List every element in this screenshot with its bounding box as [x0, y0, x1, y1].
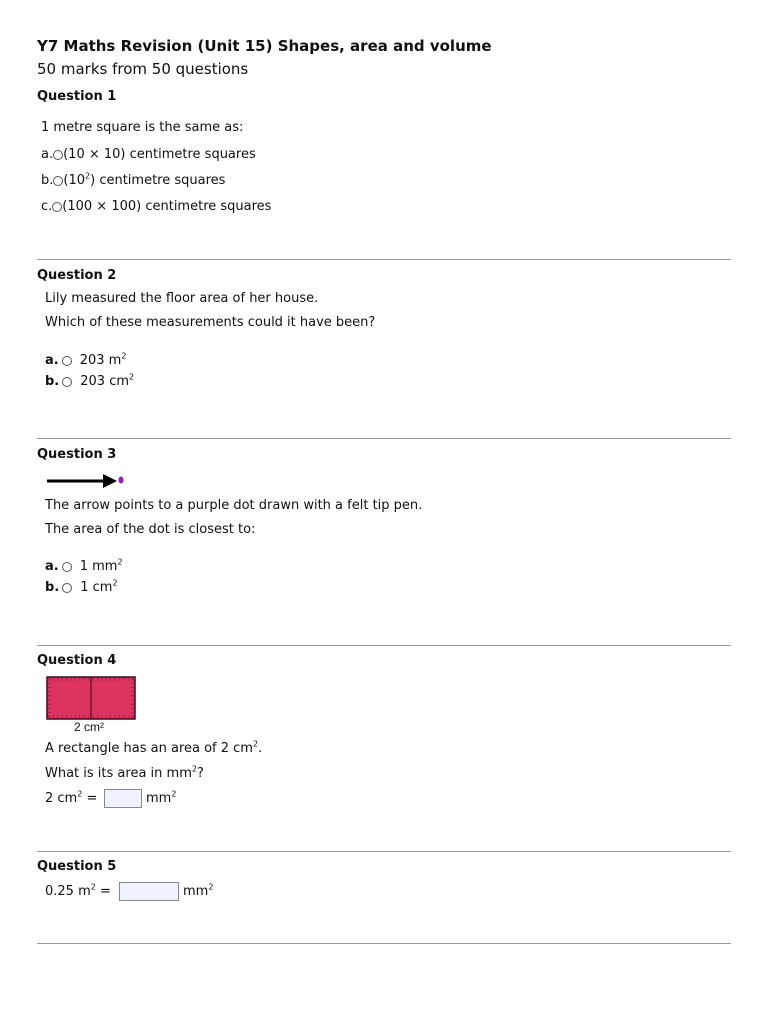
- divider: [37, 438, 731, 439]
- divider: [37, 943, 731, 944]
- diagram-label: 2 cm²: [74, 720, 104, 734]
- radio-button[interactable]: [53, 176, 63, 186]
- question-1-prompt: 1 metre square is the same as:: [41, 120, 244, 135]
- answer-unit: $mm^2$: [183, 882, 214, 899]
- option-letter: b.: [41, 173, 54, 188]
- question-2-heading: Question 2: [37, 268, 117, 283]
- question-1-heading: Question 1: [37, 89, 117, 104]
- radio-button[interactable]: [62, 377, 72, 387]
- question-4-heading: Question 4: [37, 653, 117, 668]
- option-text: (10 × 10) centimetre squares: [63, 147, 256, 162]
- question-3-line-2: The area of the dot is closest to:: [45, 522, 256, 537]
- option-letter: a.: [45, 559, 59, 574]
- question-3-line-1: The arrow points to a purple dot drawn with a felt tip pen.: [45, 498, 423, 513]
- question-1-option-a[interactable]: [41, 147, 256, 162]
- option-text: 203 $m^2$: [79, 351, 127, 368]
- question-1-option-c[interactable]: [41, 199, 271, 214]
- rectangle-diagram: [46, 676, 138, 722]
- option-text: $(10^2)$ centimetre squares: [63, 171, 226, 188]
- option-text: 203 $cm^2$: [80, 372, 135, 389]
- question-2-line-1: Lily measured the floor area of her house.: [45, 291, 319, 306]
- option-text: 1 $mm^2$: [79, 557, 123, 574]
- question-5-answer-input[interactable]: [119, 882, 179, 901]
- option-letter: b.: [45, 374, 60, 389]
- question-4-answer-input[interactable]: [104, 789, 142, 808]
- answer-unit: $mm^2$: [146, 789, 177, 806]
- radio-button[interactable]: [53, 150, 63, 160]
- divider: [37, 259, 731, 260]
- option-text: (100 × 100) centimetre squares: [62, 199, 272, 214]
- arrow-icon: [47, 471, 127, 491]
- option-letter: c.: [41, 199, 53, 214]
- answer-prefix: 0.25 $m^2$ =: [45, 882, 111, 899]
- radio-button[interactable]: [62, 356, 72, 366]
- answer-prefix: 2 $cm^2$ =: [45, 789, 98, 806]
- option-letter: b.: [45, 580, 60, 595]
- divider: [37, 851, 731, 852]
- page-title: Y7 Maths Revision (Unit 15) Shapes, area and volume: [37, 37, 492, 55]
- question-3-option-b[interactable]: [45, 580, 118, 595]
- option-letter: a.: [45, 353, 59, 368]
- question-2-option-a[interactable]: [45, 353, 126, 368]
- purple-dot: [118, 475, 124, 485]
- question-3-option-a[interactable]: [45, 559, 123, 574]
- radio-button[interactable]: [62, 562, 72, 572]
- question-4-line-2: What is its area in $mm^2$?: [45, 764, 204, 781]
- divider: [37, 645, 731, 646]
- option-text: 1 $cm^2$: [80, 578, 118, 595]
- radio-button[interactable]: [62, 583, 72, 593]
- question-3-heading: Question 3: [37, 447, 117, 462]
- question-2-option-b[interactable]: [45, 374, 134, 389]
- question-1-option-b[interactable]: [41, 173, 225, 188]
- page-subtitle: 50 marks from 50 questions: [37, 60, 249, 78]
- question-4-line-1: A rectangle has an area of 2 $cm^2$.: [45, 739, 263, 756]
- radio-button[interactable]: [52, 202, 62, 212]
- option-letter: a.: [41, 147, 54, 162]
- question-5-heading: Question 5: [37, 859, 117, 874]
- question-2-line-2: Which of these measurements could it have been?: [45, 315, 376, 330]
